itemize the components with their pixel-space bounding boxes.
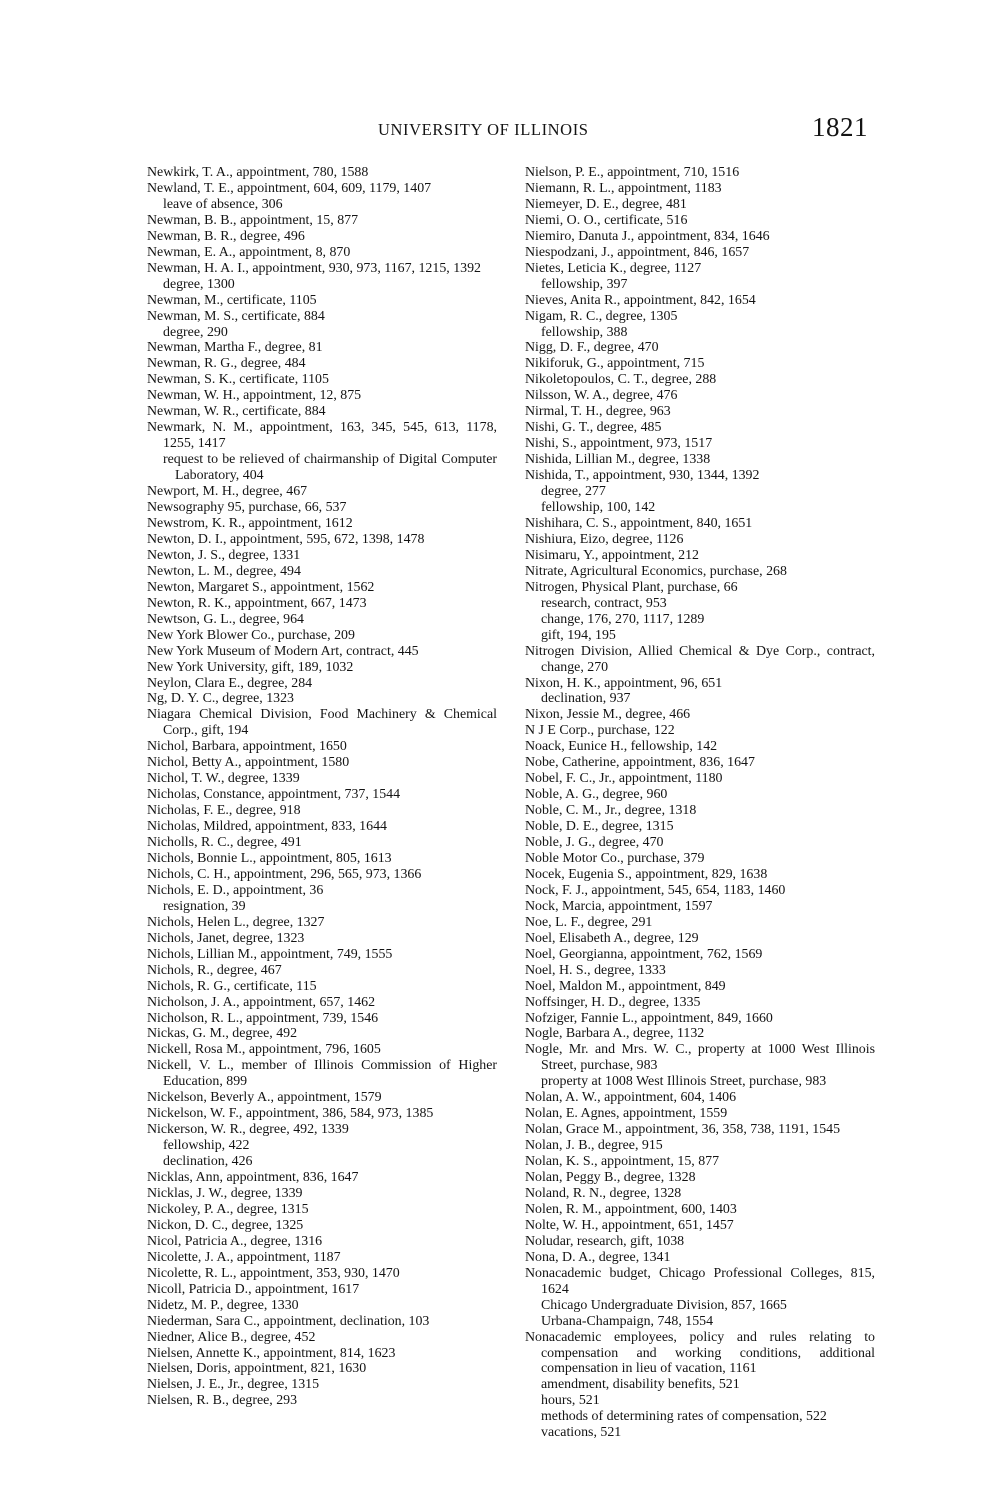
index-entry: Nolan, Grace M., appointment, 36, 358, 738, 1191, 1545 [525,1122,841,1138]
index-entry: Newman, H. A. I., appointment, 930, 973, 1167, 1215, 1392 [147,260,481,276]
index-entry: Noland, R. N., degree, 1328 [525,1186,682,1201]
index-entry: Newsography 95, purchase, 66, 537 [147,500,347,516]
index-entry: Noble, D. E., degree, 1315 [525,819,674,835]
index-entry: Newland, T. E., appointment, 604, 609, 1179, 1407 [147,180,432,196]
index-entry: Nielsen, R. B., degree, 293 [147,1393,298,1409]
index-entry: Nixon, H. K., appointment, 96, 651 [525,675,723,691]
index-entry: Nirmal, T. H., degree, 963 [525,404,671,420]
index-entry: Nolen, R. M., appointment, 600, 1403 [525,1201,737,1217]
index-entry: Nicolette, J. A., appointment, 1187 [147,1249,341,1265]
index-subentry: amendment, disability benefits, 521 [541,1377,740,1393]
index-entry: Nichols, Helen L., degree, 1327 [147,914,325,930]
index-entry: Nishida, T., appointment, 930, 1344, 1392 [525,468,760,484]
index-entry: Newstrom, K. R., appointment, 1612 [147,515,353,531]
index-subentry: degree, 277 [541,484,606,500]
index-entry: Noble, C. M., Jr., degree, 1318 [525,803,697,819]
index-entry: Nitrogen Division, Allied Chemical & Dye Corp., contract, change, 270 [525,643,875,675]
index-entry: Nofziger, Fannie L., appointment, 849, 1660 [525,1010,773,1026]
index-entry: Nishi, S., appointment, 973, 1517 [525,436,713,452]
index-entry: Noble, A. G., degree, 960 [525,787,668,803]
index-entry: Nisimaru, Y., appointment, 212 [525,547,700,563]
index-entry: Nichol, T. W., degree, 1339 [147,771,300,787]
index-entry: Nichols, R. G., certificate, 115 [147,978,317,994]
index-entry: Noack, Eunice H., fellowship, 142 [525,739,718,755]
index-entry: Noludar, research, gift, 1038 [525,1233,685,1249]
index-entry: Niespodzani, J., appointment, 846, 1657 [525,244,750,260]
index-entry: Neylon, Clara E., degree, 284 [147,675,313,691]
index-entry: Nikoletopoulos, C. T., degree, 288 [525,372,717,388]
index-entry: Nickerson, W. R., degree, 492, 1339 [147,1122,349,1138]
index-subentry: leave of absence, 306 [163,196,283,212]
index-entry: Nilsson, W. A., degree, 476 [525,388,678,404]
index-entry: Nixon, Jessie M., degree, 466 [525,707,691,723]
index-subentry: degree, 290 [163,324,228,340]
index-entry: Nicholas, Mildred, appointment, 833, 1644 [147,819,387,835]
index-subentry: declination, 426 [163,1154,253,1170]
index-entry: Newman, W. R., certificate, 884 [147,404,326,420]
index-entry: Noble Motor Co., purchase, 379 [525,850,705,866]
index-entry: Newmark, N. M., appointment, 163, 345, 545, 613, 1178, 1255, 1417 [147,420,497,452]
index-entry: Nichol, Barbara, appointment, 1650 [147,739,347,755]
index-entry: Newman, Martha F., degree, 81 [147,340,323,356]
index-entry: Nicol, Patricia A., degree, 1316 [147,1233,323,1249]
index-entry: Nicholas, F. E., degree, 918 [147,803,301,819]
index-entry: Nitrogen, Physical Plant, purchase, 66 [525,579,738,595]
index-entry: Noel, Maldon M., appointment, 849 [525,978,726,994]
index-entry: Nicholson, J. A., appointment, 657, 1462 [147,994,376,1010]
index-entry: Nickoley, P. A., degree, 1315 [147,1201,309,1217]
index-entry: Nicolette, R. L., appointment, 353, 930, 1470 [147,1265,400,1281]
index-entry: Newman, W. H., appointment, 12, 875 [147,388,362,404]
index-entry: Nigam, R. C., degree, 1305 [525,308,678,324]
index-entry: Nogle, Barbara A., degree, 1132 [525,1026,705,1042]
index-entry: Niedner, Alice B., degree, 452 [147,1329,316,1345]
index-subentry: gift, 194, 195 [541,627,616,643]
index-entry: Niemann, R. L., appointment, 1183 [525,180,722,196]
index-subentry: fellowship, 388 [541,324,628,340]
index-entry: N J E Corp., purchase, 122 [525,723,675,739]
index-entry: Nonacademic employees, policy and rules relating to compensation and working conditions, additional compensation in lieu of vacation, 1161 [525,1329,875,1377]
index-entry: Niemiro, Danuta J., appointment, 834, 1646 [525,228,770,244]
index-entry: New York Museum of Modern Art, contract, 445 [147,643,419,659]
index-entry: Nishiura, Eizo, degree, 1126 [525,531,684,547]
index-subentry: property at 1008 West Illinois Street, purchase, 983 [541,1074,827,1090]
index-entry: Nickell, Rosa M., appointment, 796, 1605 [147,1042,381,1058]
index-subentry: fellowship, 100, 142 [541,500,656,516]
index-subentry: declination, 937 [541,691,631,707]
index-entry: Nickas, G. M., degree, 492 [147,1026,298,1042]
index-entry: Nieves, Anita R., appointment, 842, 1654 [525,292,756,308]
index-entry: Niederman, Sara C., appointment, declination, 103 [147,1313,430,1329]
index-entry: Newton, Margaret S., appointment, 1562 [147,579,375,595]
index-entry: Nicklas, Ann, appointment, 836, 1647 [147,1170,359,1186]
index-entry: Nobel, F. C., Jr., appointment, 1180 [525,771,723,787]
index-entry: Nickell, V. L., member of Illinois Commission of Higher Education, 899 [147,1058,497,1090]
index-entry: Nicklas, J. W., degree, 1339 [147,1186,303,1201]
index-entry: Niemi, O. O., certificate, 516 [525,212,688,228]
index-entry: Nolan, E. Agnes, appointment, 1559 [525,1106,728,1122]
index-entry: Nickon, D. C., degree, 1325 [147,1217,304,1233]
index-entry: Newtson, G. L., degree, 964 [147,611,305,627]
index-entry: Nolan, Peggy B., degree, 1328 [525,1170,696,1186]
index-entry: Nichols, Lillian M., appointment, 749, 1555 [147,946,393,962]
index-entry: Nichols, E. D., appointment, 36 [147,882,324,898]
index-entry: Nichols, R., degree, 467 [147,962,282,978]
index-entry: Nicholson, R. L., appointment, 739, 1546 [147,1010,379,1026]
page-header [0,112,1000,152]
index-entry: Nichols, C. H., appointment, 296, 565, 973, 1366 [147,866,422,882]
index-entry: Nicholls, R. C., degree, 491 [147,835,302,851]
index-entry: New York University, gift, 189, 1032 [147,659,354,675]
index-entry: Newman, B. B., appointment, 15, 877 [147,212,359,228]
index-entry: Nichol, Betty A., appointment, 1580 [147,755,350,771]
index-subentry: hours, 521 [541,1393,600,1409]
index-entry: Nidetz, M. P., degree, 1330 [147,1297,299,1313]
index-entry: Newman, E. A., appointment, 8, 870 [147,244,351,260]
index-entry: Nichols, Janet, degree, 1323 [147,930,305,946]
index-entry: Nietes, Leticia K., degree, 1127 [525,260,702,276]
index-entry: Nolan, A. W., appointment, 604, 1406 [525,1090,737,1106]
index-entry: Newman, S. K., certificate, 1105 [147,372,329,388]
index-subentry: research, contract, 953 [541,595,667,611]
index-entry: Noel, Elisabeth A., degree, 129 [525,930,699,946]
index-subentry: degree, 1300 [163,276,235,292]
index-entry: Niagara Chemical Division, Food Machinery & Chemical Corp., gift, 194 [147,707,497,739]
index-entry: Nishihara, C. S., appointment, 840, 1651 [525,515,753,531]
index-entry: Noel, H. S., degree, 1333 [525,962,666,978]
index-entry: Nicholas, Constance, appointment, 737, 1544 [147,787,401,803]
index-entry: Noel, Georgianna, appointment, 762, 1569 [525,946,763,962]
index-entry: Noble, J. G., degree, 470 [525,835,664,851]
index-entry: Nishida, Lillian M., degree, 1338 [525,452,711,468]
index-subentry: methods of determining rates of compensation, 522 [541,1409,827,1425]
index-entry: Nocek, Eugenia S., appointment, 829, 1638 [525,866,768,882]
index-entry: Nigg, D. F., degree, 470 [525,340,659,356]
index-entry: Nock, Marcia, appointment, 1597 [525,898,713,914]
index-entry: Nona, D. A., degree, 1341 [525,1249,671,1265]
index-subentry: Urbana-Champaign, 748, 1554 [541,1313,714,1329]
index-subentry: vacations, 521 [541,1425,622,1441]
index-entry: Newton, R. K., appointment, 667, 1473 [147,595,367,611]
index-entry: Noe, L. F., degree, 291 [525,914,653,930]
index-entry: Nikiforuk, G., appointment, 715 [525,356,705,372]
index-entry: Newman, B. R., degree, 496 [147,228,305,244]
index-entry: Nicoll, Patricia D., appointment, 1617 [147,1281,360,1297]
page-number: 1821 [812,112,868,142]
index-entry: Newman, M. S., certificate, 884 [147,308,325,324]
index-entry: Nickelson, W. F., appointment, 386, 584, 973, 1385 [147,1106,434,1122]
index-entry: Nolte, W. H., appointment, 651, 1457 [525,1217,734,1233]
index-entry: Nock, F. J., appointment, 545, 654, 1183, 1460 [525,882,786,898]
index-entry: Newton, L. M., degree, 494 [147,563,301,579]
index-entry: Nitrate, Agricultural Economics, purchase, 268 [525,563,787,579]
index-entry: Nielsen, Annette K., appointment, 814, 1623 [147,1345,396,1361]
index-entry: Newport, M. H., degree, 467 [147,484,308,500]
index-entry: Nobe, Catherine, appointment, 836, 1647 [525,755,755,771]
index-subentry: Chicago Undergraduate Division, 857, 1665 [541,1297,787,1313]
index-entry: Nielson, P. E., appointment, 710, 1516 [525,165,740,180]
index-subentry: change, 176, 270, 1117, 1289 [541,611,705,627]
index-column-right [525,165,875,1441]
index-entry: Newton, D. I., appointment, 595, 672, 1398, 1478 [147,531,425,547]
index-entry: Nogle, Mr. and Mrs. W. C., property at 1000 West Illinois Street, purchase, 983 [525,1042,875,1074]
index-entry: Newman, R. G., degree, 484 [147,356,306,372]
index-entry: New York Blower Co., purchase, 209 [147,627,355,643]
index-entry: Newkirk, T. A., appointment, 780, 1588 [147,165,369,180]
index-subentry: fellowship, 422 [163,1138,250,1154]
index-entry: Nielsen, Doris, appointment, 821, 1630 [147,1361,367,1377]
index-entry: Niemeyer, D. E., degree, 481 [525,196,687,212]
index-entry: Nichols, Bonnie L., appointment, 805, 1613 [147,850,392,866]
index-entry: Nielsen, J. E., Jr., degree, 1315 [147,1377,320,1393]
index-entry: Nickelson, Beverly A., appointment, 1579 [147,1090,382,1106]
running-title: UNIVERSITY OF ILLINOIS [378,120,589,139]
index-entry: Newman, M., certificate, 1105 [147,292,317,308]
index-entry: Nolan, K. S., appointment, 15, 877 [525,1154,720,1170]
index-entry: Nolan, J. B., degree, 915 [525,1138,663,1154]
index-subentry: resignation, 39 [163,898,246,914]
index-entry: Newton, J. S., degree, 1331 [147,547,301,563]
index-subentry: request to be relieved of chairmanship of Digital Computer Laboratory, 404 [163,452,497,484]
index-subentry: fellowship, 397 [541,276,628,292]
index-entry: Noffsinger, H. D., degree, 1335 [525,994,701,1010]
index-entry: Ng, D. Y. C., degree, 1323 [147,691,294,707]
index-entry: Nishi, G. T., degree, 485 [525,420,662,436]
index-entry: Nonacademic budget, Chicago Professional Colleges, 815, 1624 [525,1265,875,1297]
index-column-left [147,165,497,1409]
